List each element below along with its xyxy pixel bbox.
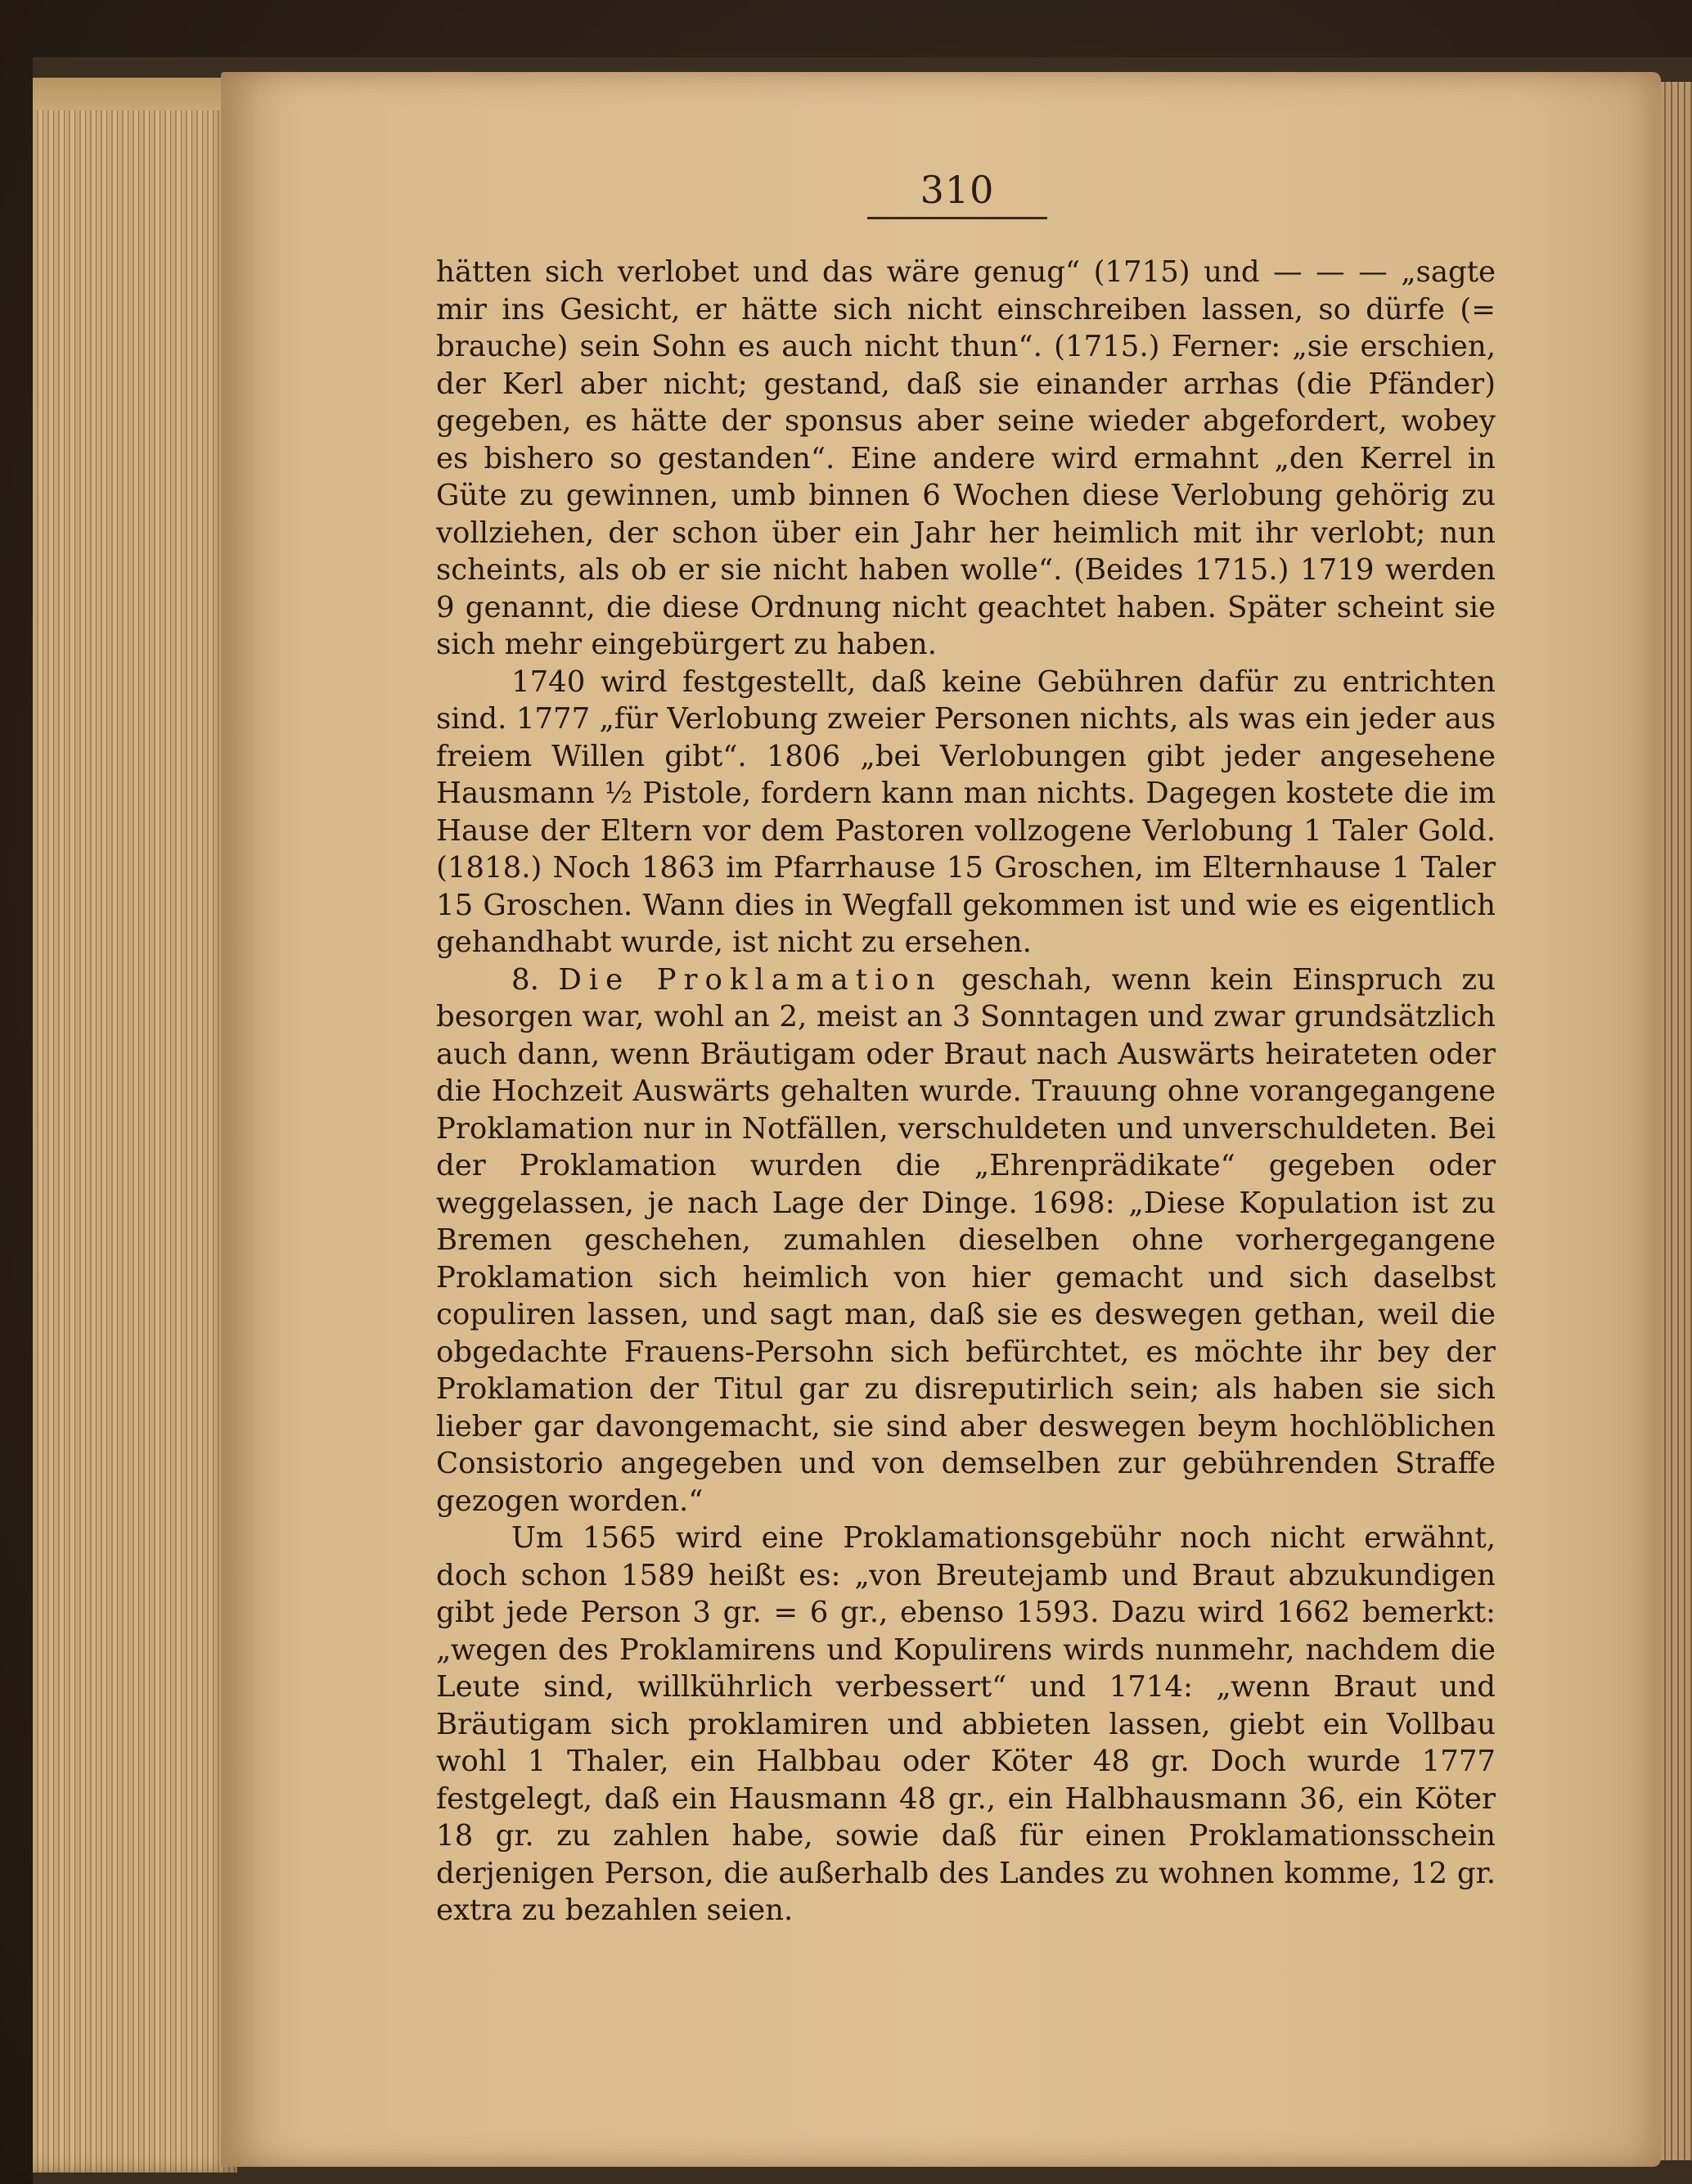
paragraph-4: Um 1565 wird eine Proklamationsgebühr noch nicht erwähnt, doch schon 1589 heißt es: „von Breutejamb und Braut abzukundigen gibt jede Person 3 gr. = 6 gr., ebenso 1593. Dazu wird 1662 bemerkt: „wegen des Proklamirens und Kopulirens wirds nunmehr, nachdem die Leute sind, willkührlich verbessert“ und 1714: „wenn Braut und Bräutigam sich proklamiren und abbieten lassen, giebt ein Vollbau wohl 1 Thaler, ein Halbbau oder Köter 48 gr. Doch wurde 1777 festgelegt, daß ein Hausmann 48 gr., ein Halbhausmann 36, ein Köter 18 gr. zu zahlen habe, sowie daß für einen Proklamationsschein derjenigen Person, die außerhalb des Landes zu wohnen komme, 12 gr. extra zu bezahlen seien. [436,1521,1496,1927]
paragraph-3 [436,961,1496,1520]
paragraph-3-text: geschah, wenn kein Einspruch zu besorgen war, wohl an 2, meist an 3 Sonntagen und zwar grundsätzlich auch dann, wenn Bräutigam oder Braut nach Auswärts heirateten oder die Hochzeit Auswärts gehalten wurde. Trauung ohne vorangegangene Proklamation nur in Notfällen, verschuldeten und unverschuldeten. Bei der Proklamation wurden die „Ehrenprädikate“ gegeben oder weggelassen, je nach Lage der Dinge. 1698: „Diese Kopulation ist zu Bremen geschehen, zumahlen dieselben ohne vorhergegangene Proklamation sich heimlich von hier gemacht und sich daselbst copuliren lassen, und sagt man, daß sie es deswegen gethan, weil die obgedachte Frauens-Persohn sich befürchtet, es möchte ihr bey der Proklamation der Titul gar zu disreputirlich sein; als haben sie sich lieber gar davongemacht, sie sind aber deswegen beym hochlöblichen Consistorio angegeben und von demselben zur gebührenden Straffe gezogen worden.“ [436,962,1496,1518]
page-header [867,168,1047,219]
page-stack-edges [33,78,237,2173]
paragraph-2: 1740 wird festgestellt, daß keine Gebühren dafür zu entrichten sind. 1777 „für Verlobung zweier Personen nichts, als was ein jeder aus freiem Willen gibt“. 1806 „bei Verlobungen gibt jeder angesehene Hausmann ½ Pistole, fordern kann man nichts. Dagegen kostete die im Hause der Eltern vor dem Pastoren vollzogene Verlobung 1 Taler Gold. (1818.) Noch 1863 im Pfarrhause 15 Groschen, im Elternhause 1 Taler 15 Groschen. Wann dies in Wegfall gekommen ist und wie es eigentlich gehandhabt wurde, ist nicht zu ersehen. [436,664,1496,959]
section-number: 8. [511,962,539,997]
page-number: 310 [920,168,995,212]
section-heading: Die Proklamation [558,962,943,997]
header-rule [867,217,1047,219]
paragraph-1: hätten sich verlobet und das wäre genug“ (1715) und — — — „sagte mir ins Gesicht, er hätte sich nicht einschreiben lassen, so dürfe (= brauche) sein Sohn es auch nicht thun“. (1715.) Ferner: „sie erschien, der Kerl aber nicht; gestand, daß sie einander arrhas (die Pfänder) gegeben, es hätte der sponsus aber seine wieder abgefordert, wobey es bishero so gestanden“. Eine andere wird ermahnt „den Kerrel in Güte zu gewinnen, umb binnen 6 Wochen diese Verlobung gehörig zu vollziehen, der schon über ein Jahr her heimlich mit ihr verlobt; nun scheints, als ob er sie nicht haben wolle“. (Beides 1715.) 1719 werden 9 genannt, die diese Ordnung nicht geachtet haben. Später scheint sie sich mehr eingebürgert zu haben. [436,255,1496,661]
body-text [436,254,1496,1930]
page-stack-top [33,78,237,110]
